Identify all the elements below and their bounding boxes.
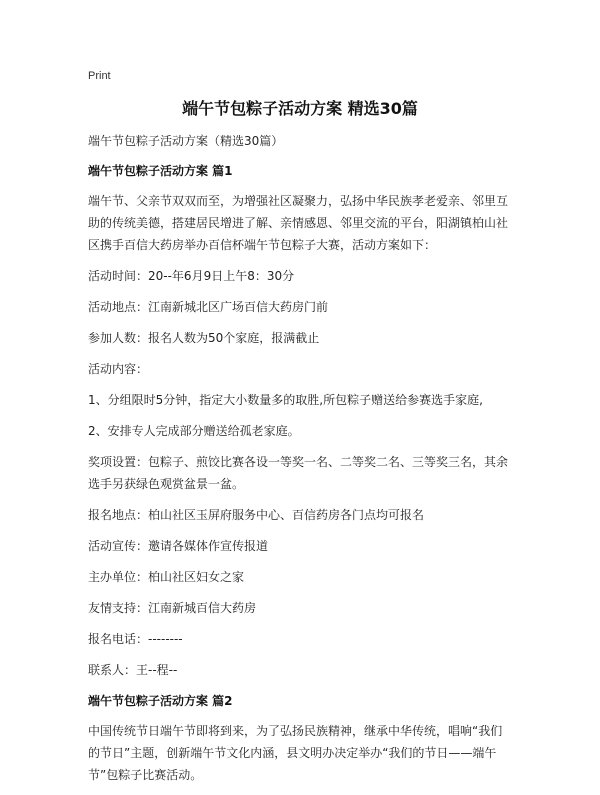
activity-content-label: 活动内容：: [88, 362, 149, 376]
signup-place: 报名地点：柏山社区玉屏府服务中心、百信药房各门点均可报名: [88, 508, 425, 522]
support: 友情支持：江南新城百信大药房: [88, 601, 257, 615]
participants: 参加人数：报名人数为50个家庭，报满截止: [88, 331, 320, 345]
content-item-1: 1、分组限时5分钟，指定大小数量多的取胜,所包粽子赠送给参赛选手家庭,: [88, 393, 483, 407]
activity-time: 活动时间：20--年6月9日上午8：30分: [88, 269, 295, 283]
content-item-2: 2、安排专人完成部分赠送给孤老家庭。: [88, 424, 300, 438]
section-2-heading: 端午节包粽子活动方案 篇2: [88, 694, 233, 708]
signup-phone: 报名电话：--------: [88, 632, 183, 646]
contact-person: 联系人：王--程--: [88, 663, 178, 677]
organizer: 主办单位：柏山社区妇女之家: [88, 570, 245, 584]
prizes: 奖项设置：包粽子、煎饺比赛各设一等奖一名、二等奖二名、三等奖三名，其余选手另获绿色观赏盆景一盆。: [88, 455, 509, 491]
section-2-intro: 中国传统节日端午节即将到来，为了弘扬民族精神，继承中华传统，唱响“我们的节日”主题，创新端午节文化内涵，县文明办决定举办“我们的节日——端午节”包粽子比赛活动。: [88, 724, 503, 782]
document-subtitle: 端午节包粽子活动方案（精选30篇）: [88, 134, 284, 148]
print-link[interactable]: Print: [88, 70, 111, 82]
activity-location: 活动地点：江南新城北区广场百信大药房门前: [88, 300, 329, 314]
page-title: 端午节包粽子活动方案 精选30篇: [182, 99, 418, 118]
section-1-intro: 端午节、父亲节双双而至，为增强社区凝聚力，弘扬中华民族孝老爱亲、邻里互助的传统美德，搭建居民增进了解、亲情感恩、邻里交流的平台，阳湖镇柏山社区携手百信大药房举办百信杯端午节包粽子大赛，活动方案如下：: [88, 194, 509, 252]
document-body: [88, 130, 512, 795]
publicity: 活动宣传：邀请各媒体作宣传报道: [88, 539, 269, 553]
section-1-heading: 端午节包粽子活动方案 篇1: [88, 164, 233, 178]
